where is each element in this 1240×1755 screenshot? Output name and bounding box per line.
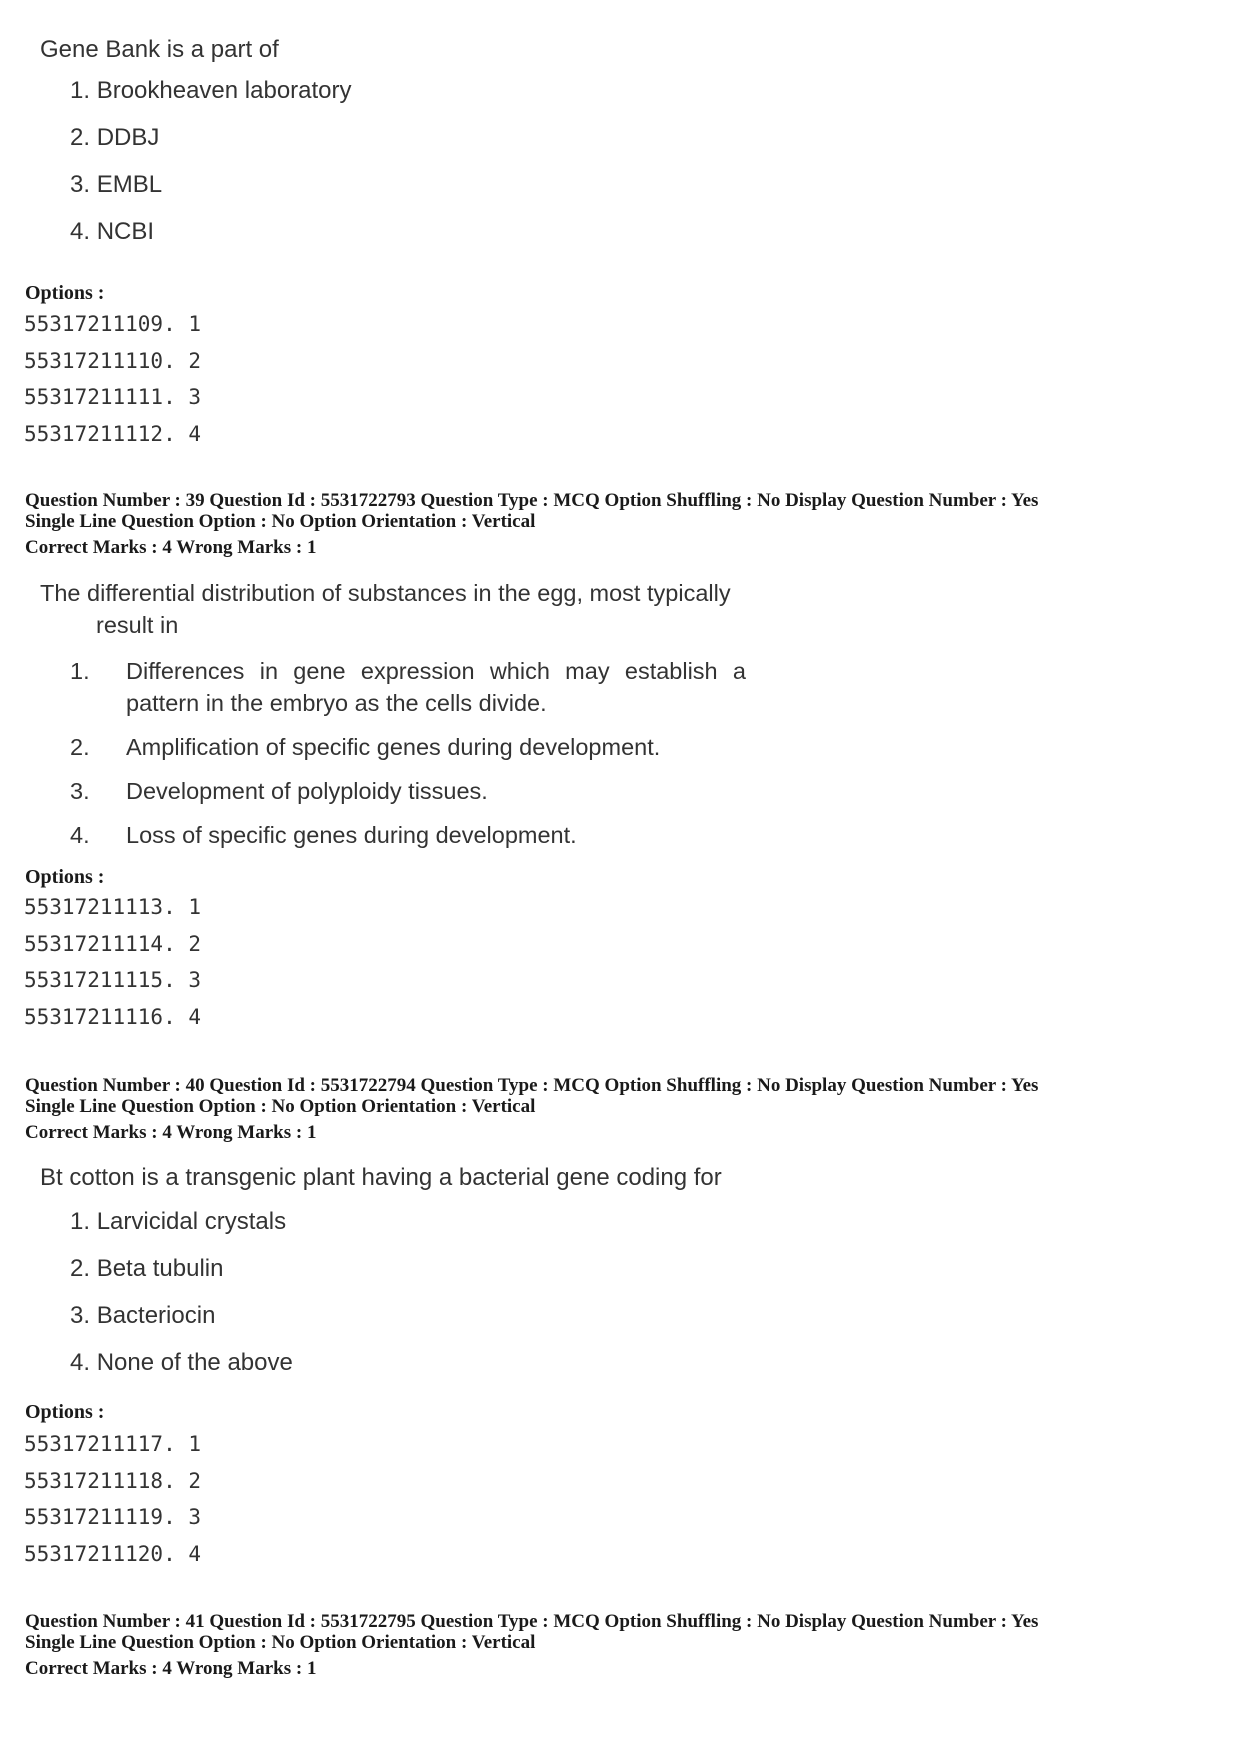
question-40-choices	[40, 1204, 722, 1392]
question-40-stem: Bt cotton is a transgenic plant having a bacterial gene coding for	[40, 1164, 722, 1191]
choice: 2. Beta tubulin	[70, 1255, 224, 1283]
marks-line: Correct Marks : 4 Wrong Marks : 1	[25, 1658, 317, 1679]
option-id: 55317211113. 1	[24, 895, 202, 919]
meta-line: Question Number : 41 Question Id : 5531722795 Question Type : MCQ Option Shuffling : No Display Question Number : Yes	[25, 1611, 1039, 1632]
option-id: 55317211119. 3	[24, 1505, 202, 1529]
question-39-choices	[40, 655, 746, 851]
options-list-39	[24, 889, 201, 1035]
options-list-38	[24, 306, 201, 452]
options-list-40	[24, 1426, 201, 1572]
question-40-image	[40, 1162, 722, 1392]
question-39-image	[40, 578, 746, 863]
choice: 4. NCBI	[70, 218, 155, 246]
options-label: Options :	[25, 282, 105, 304]
choice: 2. DDBJ	[70, 124, 160, 152]
choice: 2. Amplification of specific genes during development.	[70, 734, 661, 761]
question-38-choices	[40, 73, 352, 261]
option-id: 55317211111. 3	[24, 385, 202, 409]
options-label: Options :	[25, 1401, 105, 1423]
choice: 4. None of the above	[70, 1349, 293, 1377]
marks-line: Correct Marks : 4 Wrong Marks : 1	[25, 1122, 317, 1143]
choice: 3. Development of polyploidy tissues.	[70, 778, 488, 805]
option-id: 55317211112. 4	[24, 421, 202, 446]
choice: 1. Larvicidal crystals	[70, 1208, 287, 1236]
question-39-stem-line2: result in	[96, 611, 179, 638]
choice: 3. Bacteriocin	[70, 1302, 216, 1330]
question-38-image	[40, 34, 352, 261]
meta-line: Single Line Question Option : No Option Orientation : Vertical	[25, 1096, 536, 1117]
option-id: 55317211115. 3	[24, 968, 202, 992]
question-41-meta	[25, 1611, 1215, 1679]
meta-line: Question Number : 40 Question Id : 5531722794 Question Type : MCQ Option Shuffling : No Display Question Number : Yes	[25, 1075, 1039, 1096]
options-label: Options :	[25, 866, 105, 888]
option-id: 55317211118. 2	[24, 1468, 202, 1493]
choice: 3. EMBL	[70, 171, 163, 199]
choice: 1. Brookheaven laboratory	[70, 77, 352, 105]
option-id: 55317211114. 2	[24, 931, 202, 956]
meta-line: Single Line Question Option : No Option Orientation : Vertical	[25, 1632, 536, 1653]
question-39-meta	[25, 490, 1215, 558]
option-id: 55317211120. 4	[24, 1541, 202, 1566]
question-39-stem-line1: The differential distribution of substances in the egg, most typically	[40, 580, 731, 606]
marks-line: Correct Marks : 4 Wrong Marks : 1	[25, 537, 317, 558]
meta-line: Single Line Question Option : No Option Orientation : Vertical	[25, 511, 536, 532]
question-40-meta	[25, 1075, 1215, 1143]
option-id: 55317211117. 1	[24, 1432, 202, 1456]
option-id: 55317211116. 4	[24, 1004, 202, 1029]
choice: 1. Differences in gene expression which may establish a pattern in the embryo as the cells divide.	[70, 658, 746, 717]
question-38-stem: Gene Bank is a part of	[40, 36, 279, 63]
choice: 4. Loss of specific genes during development.	[70, 822, 577, 849]
meta-line: Question Number : 39 Question Id : 5531722793 Question Type : MCQ Option Shuffling : No Display Question Number : Yes	[25, 490, 1039, 511]
option-id: 55317211110. 2	[24, 348, 202, 373]
option-id: 55317211109. 1	[24, 312, 202, 336]
